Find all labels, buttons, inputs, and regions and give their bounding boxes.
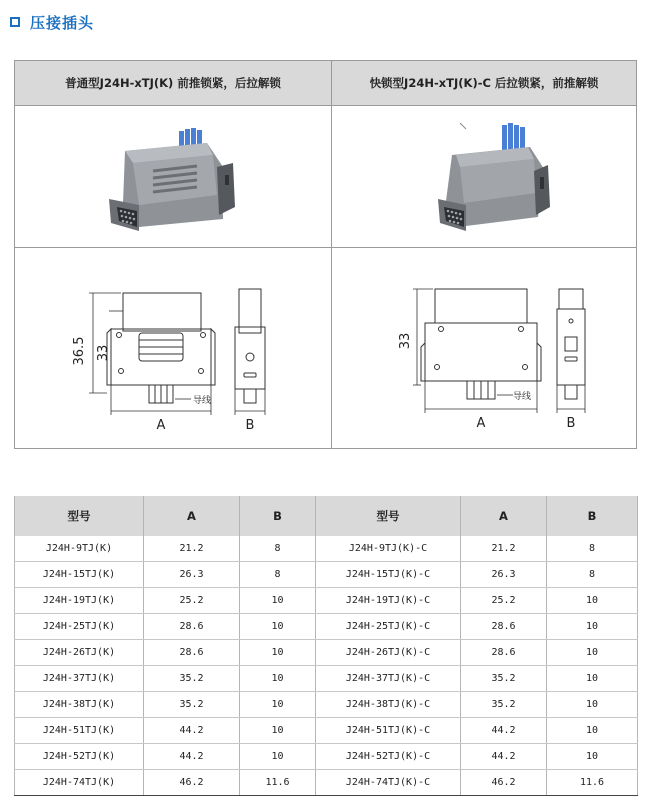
table-cell: J24H-9TJ(K) <box>15 536 144 562</box>
table-cell: 10 <box>547 614 638 640</box>
table-cell: J24H-38TJ(K) <box>15 692 144 718</box>
table-row <box>15 536 638 562</box>
standard-connector-dimension-drawing <box>51 281 301 431</box>
dimension-label-a: A <box>156 418 166 431</box>
quick-lock-connector-dimension-drawing <box>385 281 615 431</box>
table-cell: 28.6 <box>461 614 547 640</box>
table-cell: 10 <box>240 718 316 744</box>
table-cell: J24H-52TJ(K)-C <box>316 744 461 770</box>
dimension-label-inner-height: 33 <box>96 344 111 362</box>
table-cell: J24H-51TJ(K)-C <box>316 718 461 744</box>
table-cell: J24H-19TJ(K) <box>15 588 144 614</box>
dimension-label-outer-height: 36.5 <box>72 336 87 366</box>
table-cell: J24H-37TJ(K) <box>15 666 144 692</box>
square-bullet-icon <box>10 17 20 27</box>
dimension-label-height: 33 <box>398 332 413 350</box>
table-cell: 11.6 <box>547 770 638 796</box>
table-row <box>15 666 638 692</box>
table-cell: 28.6 <box>144 614 240 640</box>
section-header <box>10 12 94 32</box>
table-row <box>15 562 638 588</box>
table-row <box>15 614 638 640</box>
table-row <box>15 640 638 666</box>
dimension-label-b: B <box>245 418 255 431</box>
table-cell: 46.2 <box>144 770 240 796</box>
table-cell: J24H-25TJ(K) <box>15 614 144 640</box>
table-cell: 21.2 <box>144 536 240 562</box>
table-header-row <box>15 496 638 536</box>
table-cell: J24H-15TJ(K) <box>15 562 144 588</box>
table-cell: J24H-74TJ(K) <box>15 770 144 796</box>
connector-drawing-grid <box>14 60 637 449</box>
table-cell: 10 <box>240 692 316 718</box>
table-cell: 10 <box>240 614 316 640</box>
table-cell: 44.2 <box>461 744 547 770</box>
table-cell: J24H-26TJ(K)-C <box>316 640 461 666</box>
table-cell: 46.2 <box>461 770 547 796</box>
table-cell: 44.2 <box>144 718 240 744</box>
wire-label: 导线 <box>513 392 532 402</box>
table-cell: 10 <box>547 692 638 718</box>
dimension-label-a: A <box>476 416 486 431</box>
table-cell: 25.2 <box>144 588 240 614</box>
table-cell: 10 <box>240 588 316 614</box>
column-header-a-c: A <box>461 496 547 536</box>
table-cell: 10 <box>240 744 316 770</box>
table-row <box>15 692 638 718</box>
table-row <box>15 588 638 614</box>
column-header-b: B <box>240 496 316 536</box>
table-row <box>15 770 638 796</box>
table-cell: 26.3 <box>461 562 547 588</box>
table-cell: 35.2 <box>144 692 240 718</box>
spec-table <box>14 496 638 796</box>
table-cell: 28.6 <box>461 640 547 666</box>
table-cell: 10 <box>547 640 638 666</box>
quick-lock-connector-photo <box>420 119 560 237</box>
table-cell: J24H-52TJ(K) <box>15 744 144 770</box>
column-header-model-c: 型号 <box>316 496 461 536</box>
left-panel-header: 普通型J24H-xTJ(K) 前推锁紧，后拉解锁 <box>15 61 331 105</box>
table-cell: 21.2 <box>461 536 547 562</box>
column-header-model: 型号 <box>15 496 144 536</box>
table-cell: J24H-15TJ(K)-C <box>316 562 461 588</box>
table-cell: 8 <box>547 536 638 562</box>
table-cell: 28.6 <box>144 640 240 666</box>
table-cell: 35.2 <box>144 666 240 692</box>
table-cell: 10 <box>240 640 316 666</box>
table-cell: J24H-74TJ(K)-C <box>316 770 461 796</box>
table-cell: J24H-51TJ(K) <box>15 718 144 744</box>
table-cell: 35.2 <box>461 692 547 718</box>
table-cell: 10 <box>547 588 638 614</box>
table-cell: 10 <box>547 744 638 770</box>
table-cell: J24H-19TJ(K)-C <box>316 588 461 614</box>
table-cell: J24H-25TJ(K)-C <box>316 614 461 640</box>
section-title: 压接插头 <box>30 13 95 32</box>
table-cell: 10 <box>547 718 638 744</box>
table-cell: 44.2 <box>144 744 240 770</box>
column-header-a: A <box>144 496 240 536</box>
table-cell: 8 <box>240 562 316 588</box>
table-row <box>15 718 638 744</box>
table-cell: 25.2 <box>461 588 547 614</box>
table-cell: J24H-9TJ(K)-C <box>316 536 461 562</box>
table-cell: 35.2 <box>461 666 547 692</box>
table-cell: J24H-38TJ(K)-C <box>316 692 461 718</box>
standard-connector-photo <box>95 123 255 241</box>
wire-label: 导线 <box>193 396 212 406</box>
dimension-label-b: B <box>566 416 576 431</box>
table-cell: 8 <box>547 562 638 588</box>
table-cell: 26.3 <box>144 562 240 588</box>
table-cell: 8 <box>240 536 316 562</box>
table-cell: J24H-26TJ(K) <box>15 640 144 666</box>
right-panel-header: 快锁型J24H-xTJ(K)-C 后拉锁紧，前推解锁 <box>332 61 636 105</box>
table-cell: J24H-37TJ(K)-C <box>316 666 461 692</box>
column-header-b-c: B <box>547 496 638 536</box>
table-cell: 44.2 <box>461 718 547 744</box>
table-cell: 10 <box>240 666 316 692</box>
table-cell: 11.6 <box>240 770 316 796</box>
table-cell: 10 <box>547 666 638 692</box>
table-row <box>15 744 638 770</box>
